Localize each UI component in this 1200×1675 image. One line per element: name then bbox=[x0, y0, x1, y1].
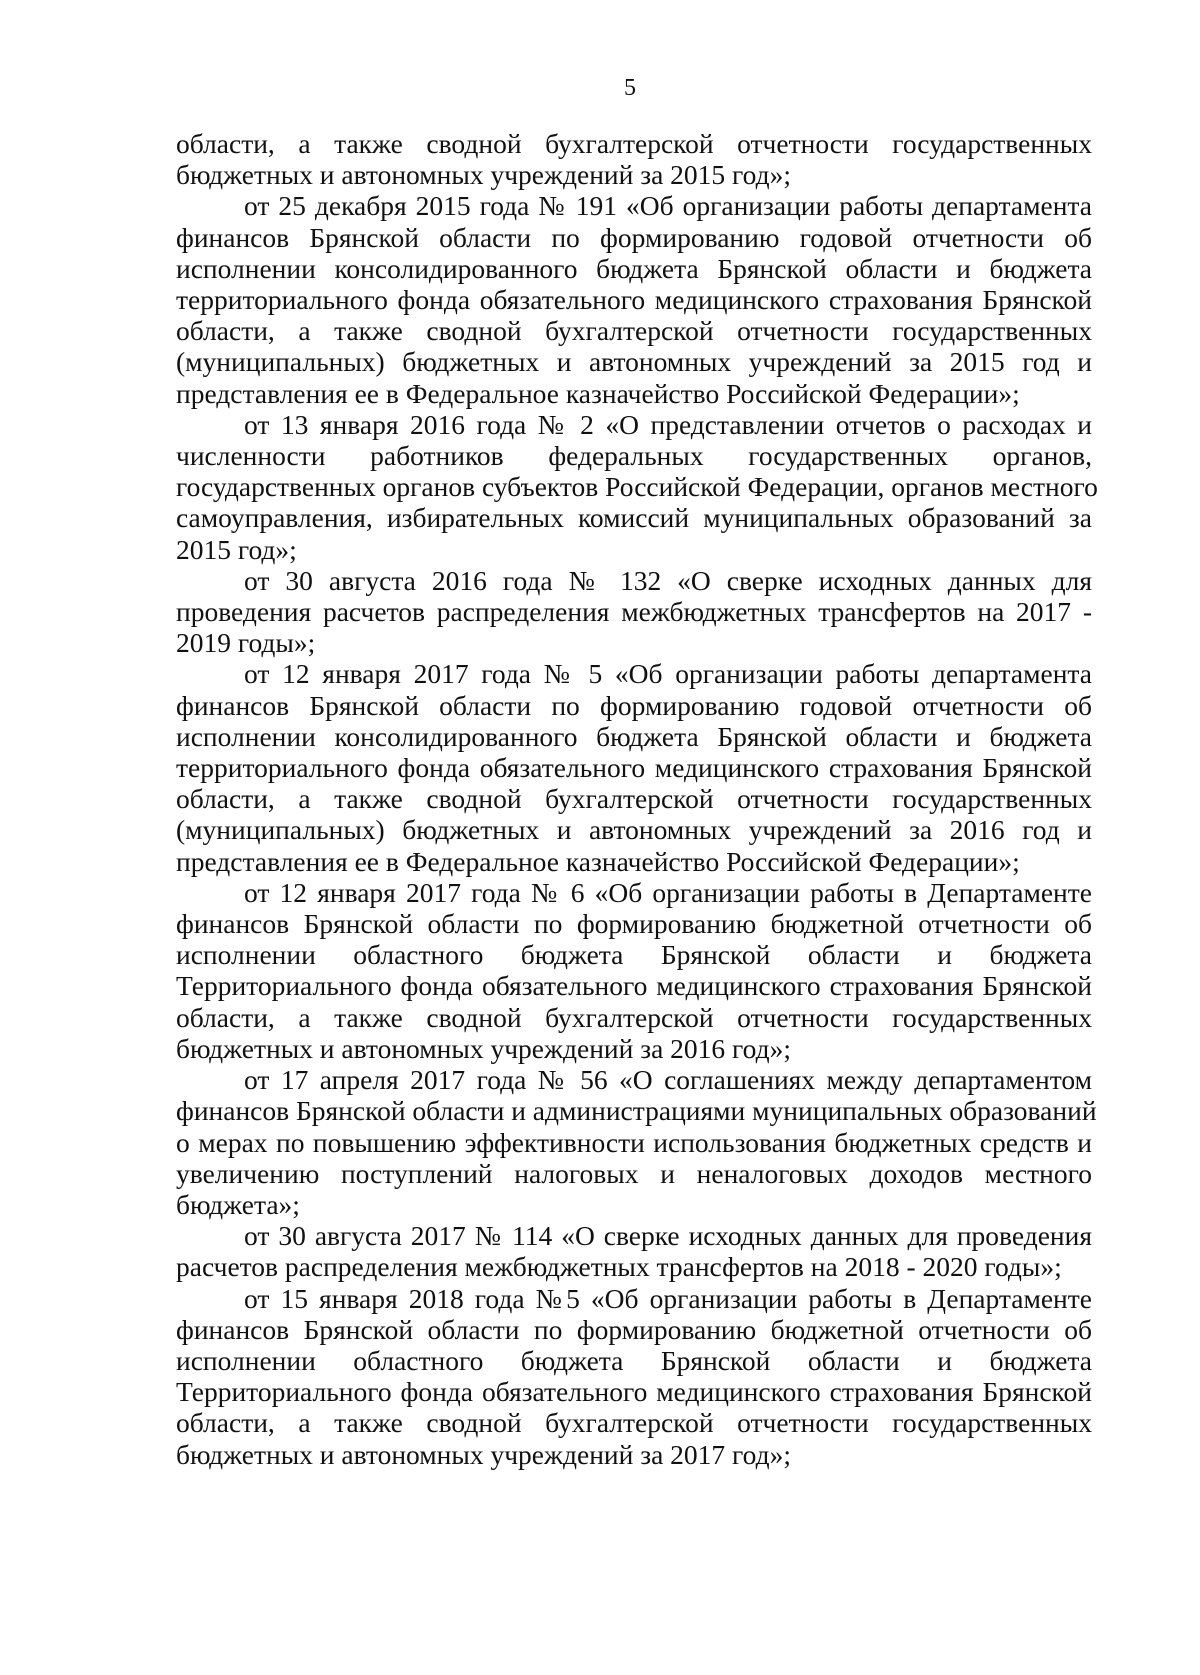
paragraph bbox=[176, 1283, 1092, 1470]
text-line: финансов Брянской области по формированию годовой отчетности об bbox=[176, 221, 1092, 253]
text-line: исполнении областного бюджета Брянской области и бюджета bbox=[176, 1344, 1092, 1376]
paragraph bbox=[176, 1064, 1097, 1220]
text-line: бюджетных и автономных учреждений за 2016 год»; bbox=[176, 1032, 791, 1064]
text-line: самоуправления, избирательных комиссий муниципальных образований за bbox=[176, 502, 1092, 534]
text-line: области, а также сводной бухгалтерской отчетности государственных bbox=[176, 1001, 1092, 1033]
text-line: численности работников федеральных государственных органов, bbox=[176, 440, 1092, 472]
text-line: представления ее в Федеральное казначейство Российской Федерации»; bbox=[176, 377, 1020, 409]
paragraph bbox=[176, 877, 1092, 1064]
text-line: (муниципальных) бюджетных и автономных учреждений за 2015 год и bbox=[176, 346, 1092, 378]
text-line: от 30 августа 2016 года № 132 «О сверке исходных данных для bbox=[244, 564, 1092, 596]
text-line: финансов Брянской области по формированию бюджетной отчетности об bbox=[176, 908, 1092, 940]
text-line: финансов Брянской области по формированию бюджетной отчетности об bbox=[176, 1313, 1092, 1345]
text-line: Территориального фонда обязательного медицинского страхования Брянской bbox=[176, 970, 1092, 1002]
text-line: от 25 декабря 2015 года № 191 «Об организации работы департамента bbox=[244, 190, 1092, 222]
text-line: исполнении консолидированного бюджета Брянской области и бюджета bbox=[176, 252, 1092, 284]
text-line: увеличению поступлений налоговых и неналоговых доходов местного bbox=[176, 1157, 1092, 1189]
text-line: от 30 августа 2017 № 114 «О сверке исходных данных для проведения bbox=[244, 1220, 1092, 1252]
text-line: от 17 апреля 2017 года № 56 «О соглашениях между департаментом bbox=[244, 1064, 1092, 1096]
paragraph bbox=[176, 408, 1098, 565]
paragraph bbox=[176, 190, 1092, 408]
text-line: проведения расчетов распределения межбюджетных трансфертов на 2017 - bbox=[176, 596, 1092, 628]
text-line: от 15 января 2018 года №5 «Об организации работы в Департаменте bbox=[244, 1282, 1092, 1314]
text-line: государственных органов субъектов Российской Федерации, органов местного bbox=[176, 471, 1098, 503]
text-line: бюджетных и автономных учреждений за 2015 год»; bbox=[176, 159, 791, 191]
paragraph bbox=[176, 658, 1092, 876]
text-line: области, а также сводной бухгалтерской отчетности государственных bbox=[176, 128, 1092, 159]
page-number: 5 bbox=[624, 75, 636, 101]
paragraph bbox=[176, 128, 1092, 190]
text-line: территориального фонда обязательного медицинского страхования Брянской bbox=[176, 284, 1092, 316]
text-line: от 13 января 2016 года № 2 «О представлении отчетов о расходах и bbox=[244, 408, 1092, 440]
text-line: Территориального фонда обязательного медицинского страхования Брянской bbox=[176, 1376, 1092, 1408]
text-line: области, а также сводной бухгалтерской отчетности государственных bbox=[176, 315, 1092, 347]
text-line: представления ее в Федеральное казначейство Российской Федерации»; bbox=[176, 845, 1020, 877]
text-line: финансов Брянской области и администрациями муниципальных образований bbox=[176, 1095, 1097, 1127]
text-line: расчетов распределения межбюджетных трансфертов на 2018 - 2020 годы»; bbox=[176, 1251, 1062, 1283]
text-line: 2015 год»; bbox=[176, 533, 297, 565]
text-line: области, а также сводной бухгалтерской отчетности государственных bbox=[176, 1407, 1092, 1439]
text-line: (муниципальных) бюджетных и автономных учреждений за 2016 год и bbox=[176, 814, 1092, 846]
text-line: исполнении областного бюджета Брянской области и бюджета bbox=[176, 939, 1092, 971]
text-line: области, а также сводной бухгалтерской отчетности государственных bbox=[176, 783, 1092, 815]
text-line: о мерах по повышению эффективности использования бюджетных средств и bbox=[176, 1126, 1092, 1158]
text-line: 2019 годы»; bbox=[176, 627, 316, 659]
text-line: от 12 января 2017 года № 6 «Об организации работы в Департаменте bbox=[244, 876, 1092, 908]
document-body bbox=[176, 128, 1098, 1470]
paragraph bbox=[176, 1220, 1092, 1282]
text-line: от 12 января 2017 года № 5 «Об организации работы департамента bbox=[244, 658, 1092, 690]
paragraph bbox=[176, 565, 1092, 659]
text-line: бюджетных и автономных учреждений за 2017 год»; bbox=[176, 1438, 791, 1470]
text-line: финансов Брянской области по формированию годовой отчетности об bbox=[176, 689, 1092, 721]
text-line: бюджета»; bbox=[176, 1188, 300, 1220]
text-line: территориального фонда обязательного медицинского страхования Брянской bbox=[176, 752, 1092, 784]
text-line: исполнении консолидированного бюджета Брянской области и бюджета bbox=[176, 720, 1092, 752]
